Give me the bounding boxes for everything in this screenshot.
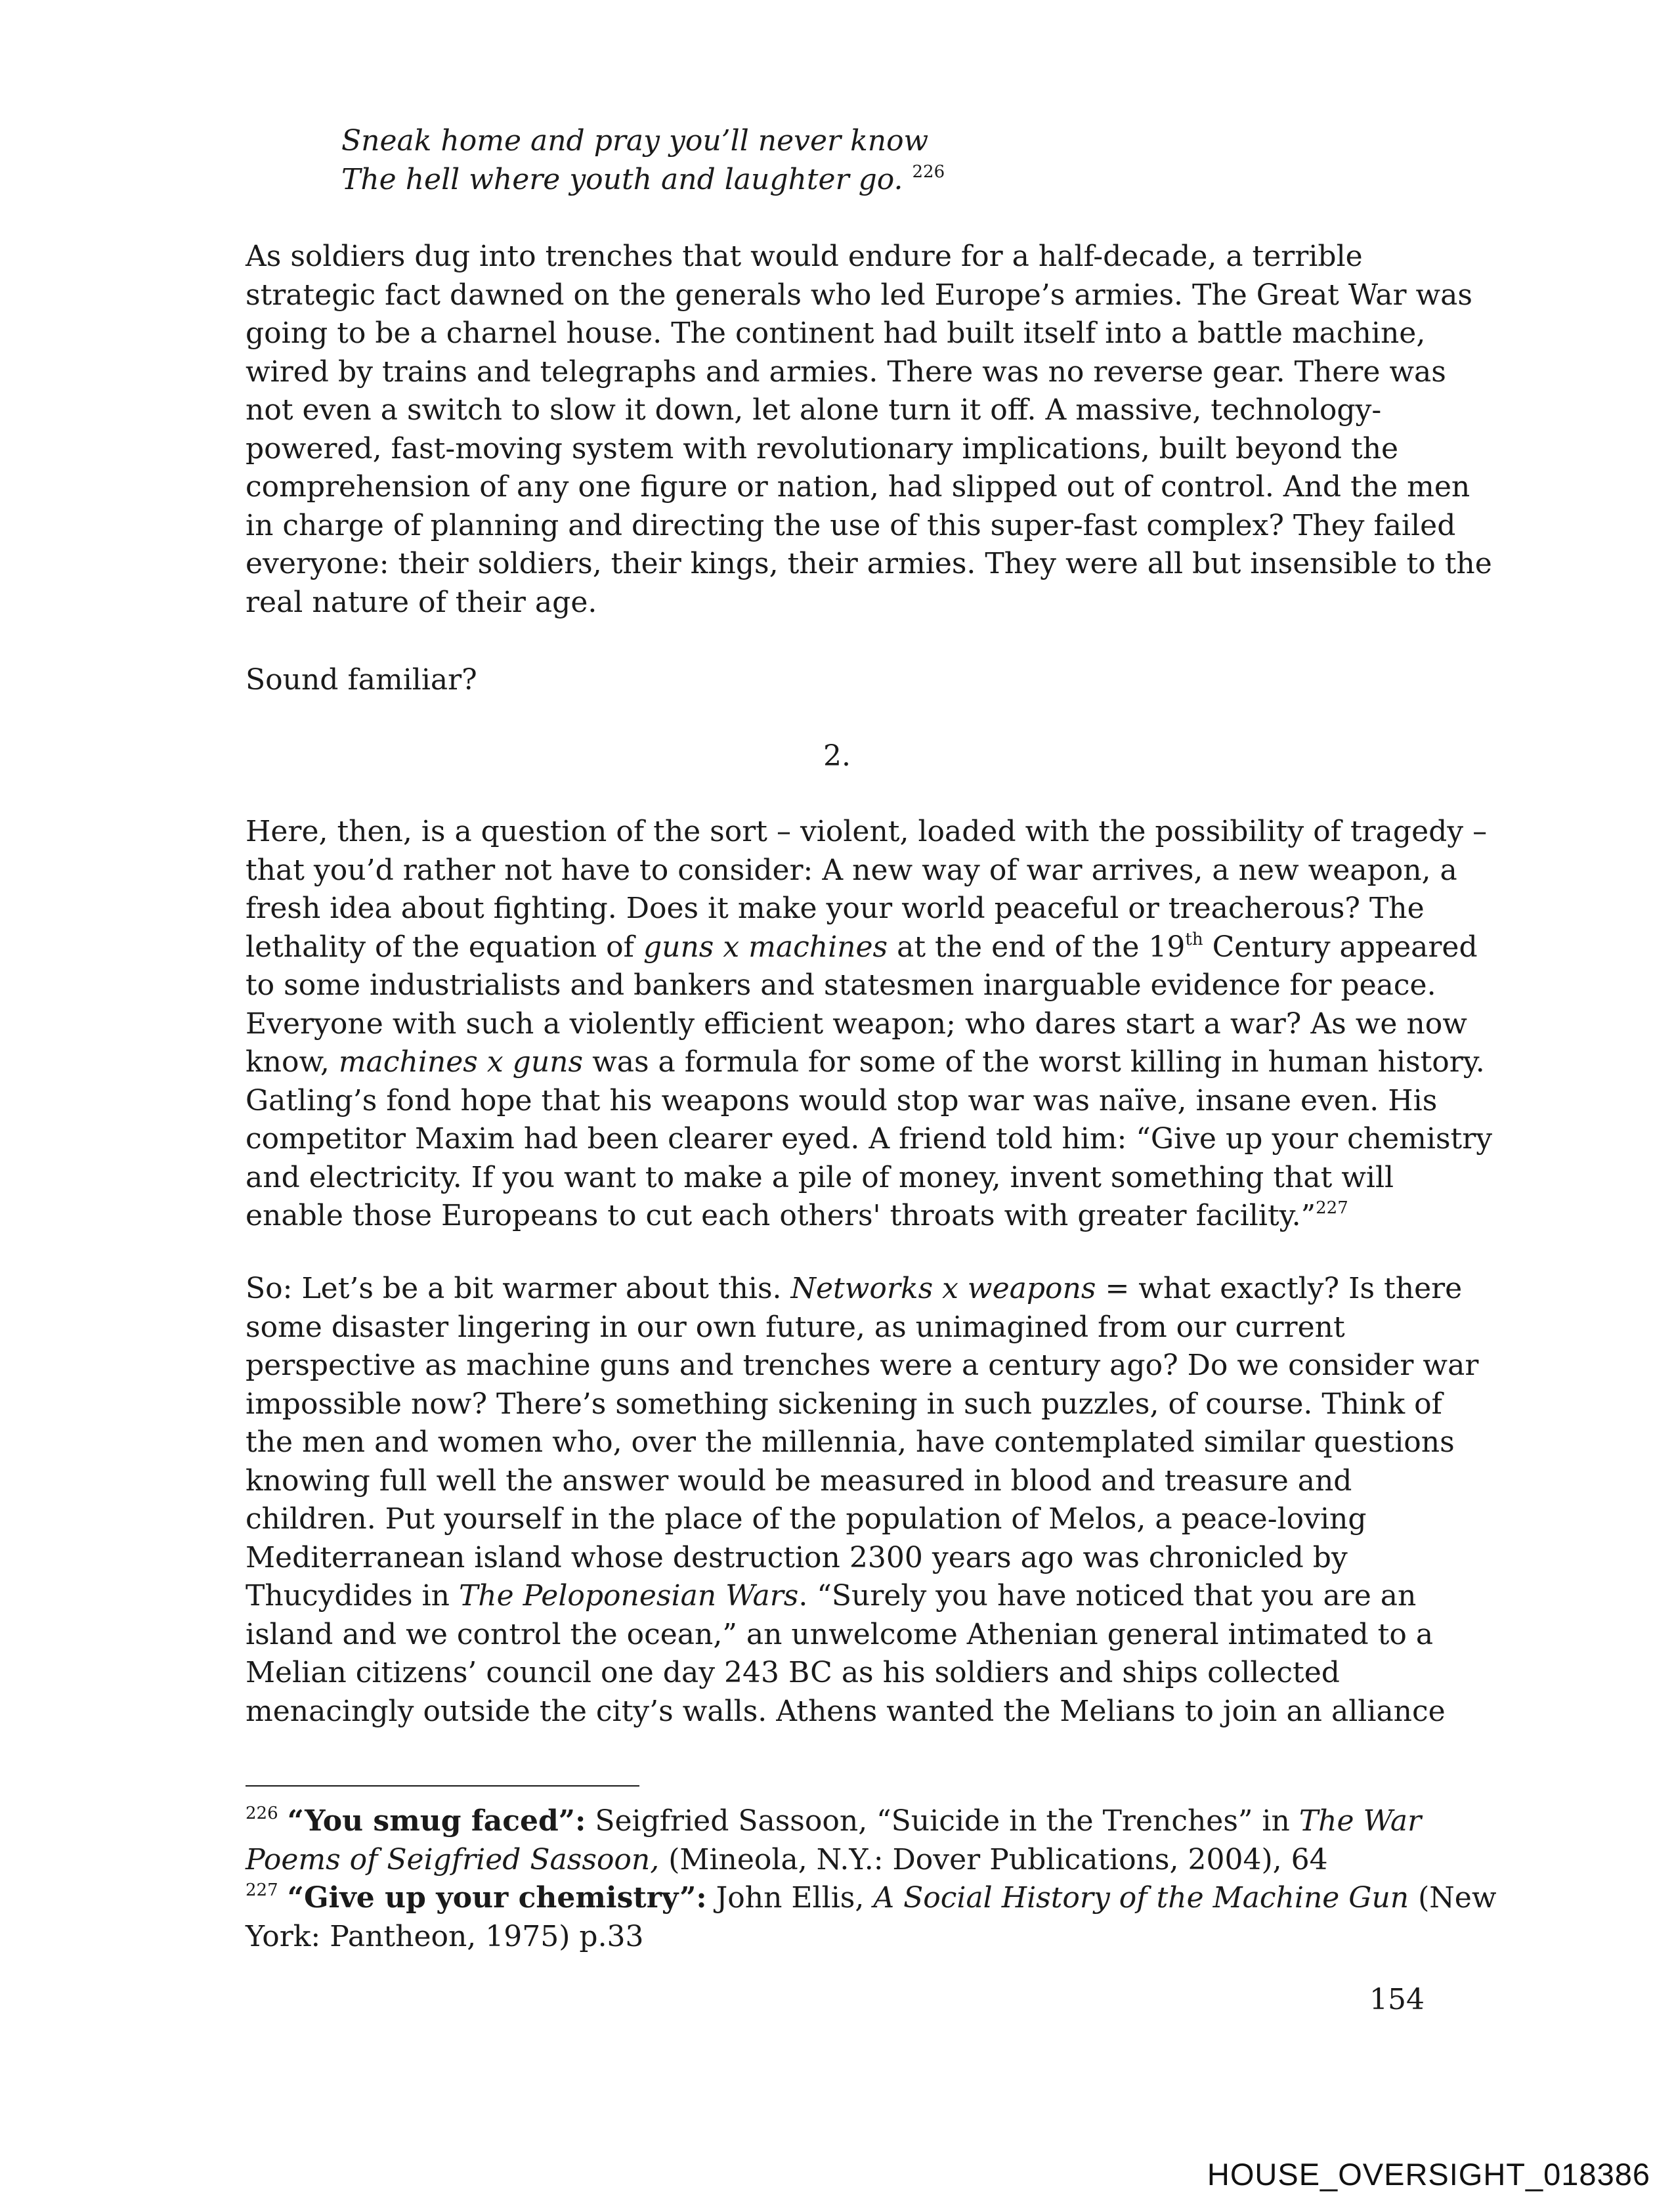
text-line: the men and women who, over the millennia, have contemplated similar questions xyxy=(246,1425,1455,1459)
text-line: comprehension of any one figure or nation, had slipped out of control. And the men xyxy=(246,470,1470,504)
text-run: enable those Europeans to cut each others' throats with greater facility.” xyxy=(246,1199,1316,1232)
footnote-226 xyxy=(246,1802,1497,1841)
paragraph-networks-weapons xyxy=(246,1270,1479,1731)
text-line: Melian citizens’ council one day 243 BC as his soldiers and ships collected xyxy=(246,1656,1340,1689)
text-line: going to be a charnel house. The continent had built itself into a battle machine, xyxy=(246,316,1426,350)
text-line xyxy=(246,1577,1427,1616)
text-line: fresh idea about fighting. Does it make your world peaceful or treacherous? The xyxy=(246,892,1425,925)
text-line: not even a switch to slow it down, let alone turn it off. A massive, technology- xyxy=(246,393,1382,427)
text-line: strategic fact dawned on the generals who led Europe’s armies. The Great War was xyxy=(246,278,1472,312)
footnotes xyxy=(246,1802,1497,1956)
verse-line xyxy=(341,161,945,200)
text-line xyxy=(246,1197,1427,1236)
text-line: competitor Maxim had been clearer eyed. A friend told him: “Give up your chemistry xyxy=(246,1122,1493,1156)
text-run: So: Let’s be a bit warmer about this. xyxy=(246,1272,791,1305)
text-line: some disaster lingering in our own future, as unimagined from our current xyxy=(246,1310,1345,1344)
text-line: in charge of planning and directing the use of this super-fast complex? They failed xyxy=(246,508,1456,542)
text-line: perspective as machine guns and trenches were a century ago? Do we consider war xyxy=(246,1349,1479,1382)
text-run: Seigfried Sassoon, “Suicide in the Trenches” in xyxy=(586,1804,1299,1838)
paragraph-new-way-of-war xyxy=(246,813,1493,1236)
paragraph-trenches xyxy=(246,238,1492,622)
italic-phrase: Networks x weapons xyxy=(790,1272,1096,1305)
superscript: th xyxy=(1185,929,1203,949)
text-run: Thucydides in xyxy=(246,1579,459,1613)
text-line: and electricity. If you want to make a pile of money, invent something that will xyxy=(246,1160,1394,1194)
text-run: Century appeared xyxy=(1203,930,1478,964)
text-line: menacingly outside the city’s walls. Athens wanted the Melians to join an alliance xyxy=(246,1694,1446,1728)
text-line: children. Put yourself in the place of the population of Melos, a peace-loving xyxy=(246,1502,1367,1536)
text-line: that you’d rather not have to consider: A new way of war arrives, a new weapon, a xyxy=(246,853,1457,887)
text-run: = what exactly? Is there xyxy=(1096,1272,1463,1305)
footnote-227-cont: York: Pantheon, 1975) p.33 xyxy=(246,1919,644,1953)
text-line: to some industrialists and bankers and statesmen inarguable evidence for peace. xyxy=(246,968,1436,1002)
poem-excerpt xyxy=(341,122,945,199)
text-line: Everyone with such a violently efficient weapon; who dares start a war? As we now xyxy=(246,1007,1467,1041)
text-run: (Mineola, N.Y.: Dover Publications, 2004), 64 xyxy=(659,1842,1328,1876)
italic-phrase: machines x guns xyxy=(338,1045,584,1079)
text-line: powered, fast-moving system with revolutionary implications, built beyond the xyxy=(246,431,1399,466)
page-number: 154 xyxy=(1369,1983,1425,2016)
text-run: (New xyxy=(1409,1881,1497,1915)
text-line: impossible now? There’s something sickening in such puzzles, of course. Think of xyxy=(246,1387,1442,1421)
paragraph-sound-familiar: Sound familiar? xyxy=(246,663,477,697)
text-line xyxy=(246,928,1478,967)
text-line: Here, then, is a question of the sort – violent, loaded with the possibility of tragedy – xyxy=(246,815,1488,848)
footnote-226-cont xyxy=(246,1841,1497,1880)
text-line: real nature of their age. xyxy=(246,585,597,619)
italic-phrase: guns x machines xyxy=(643,930,888,964)
bates-stamp: HOUSE_OVERSIGHT_018386 xyxy=(1207,2157,1650,2192)
footnote-ref: 227 xyxy=(1316,1198,1348,1218)
text-line: Mediterranean island whose destruction 2300 years ago was chronicled by xyxy=(246,1540,1348,1574)
section-number: 2. xyxy=(823,739,851,773)
footnote-number: 226 xyxy=(246,1804,278,1823)
text-line: knowing full well the answer would be measured in blood and treasure and xyxy=(246,1464,1352,1498)
text-run: was a formula for some of the worst killing in human history. xyxy=(583,1045,1485,1079)
text-line: wired by trains and telegraphs and armies. There was no reverse gear. There was xyxy=(246,355,1446,389)
italic-title: The War xyxy=(1298,1804,1422,1838)
text-run: at the end of the 19 xyxy=(888,930,1186,964)
footnote-lead: “You smug faced”: xyxy=(287,1804,586,1838)
footnote-number: 227 xyxy=(246,1880,278,1900)
text-line: As soldiers dug into trenches that would endure for a half-decade, a terrible xyxy=(246,240,1363,273)
italic-title: Poems of Seigfried Sassoon, xyxy=(246,1842,660,1876)
text-run: John Ellis, xyxy=(706,1881,874,1915)
verse-line-text: The hell where youth and laughter go. xyxy=(341,162,903,196)
italic-title: A Social History of the Machine Gun xyxy=(873,1881,1409,1915)
text-line xyxy=(246,1270,1463,1309)
text-line: island and we control the ocean,” an unwelcome Athenian general intimated to a xyxy=(246,1617,1434,1651)
text-line: everyone: their soldiers, their kings, their armies. They were all but insensible to the xyxy=(246,547,1492,580)
text-line xyxy=(246,1043,1485,1082)
footnote-227 xyxy=(246,1879,1497,1918)
footnote-lead: “Give up your chemistry”: xyxy=(287,1881,707,1915)
footnote-divider xyxy=(246,1785,639,1787)
text-run: lethality of the equation of xyxy=(246,930,643,964)
verse-line: Sneak home and pray you’ll never know xyxy=(341,124,929,158)
footnote-ref: 226 xyxy=(912,162,945,182)
text-run: . “Surely you have noticed that you are an xyxy=(798,1579,1417,1613)
text-run: know, xyxy=(246,1045,339,1079)
text-line: Gatling’s fond hope that his weapons would stop war was naïve, insane even. His xyxy=(246,1083,1438,1117)
italic-phrase: The Peloponesian Wars xyxy=(458,1579,799,1613)
